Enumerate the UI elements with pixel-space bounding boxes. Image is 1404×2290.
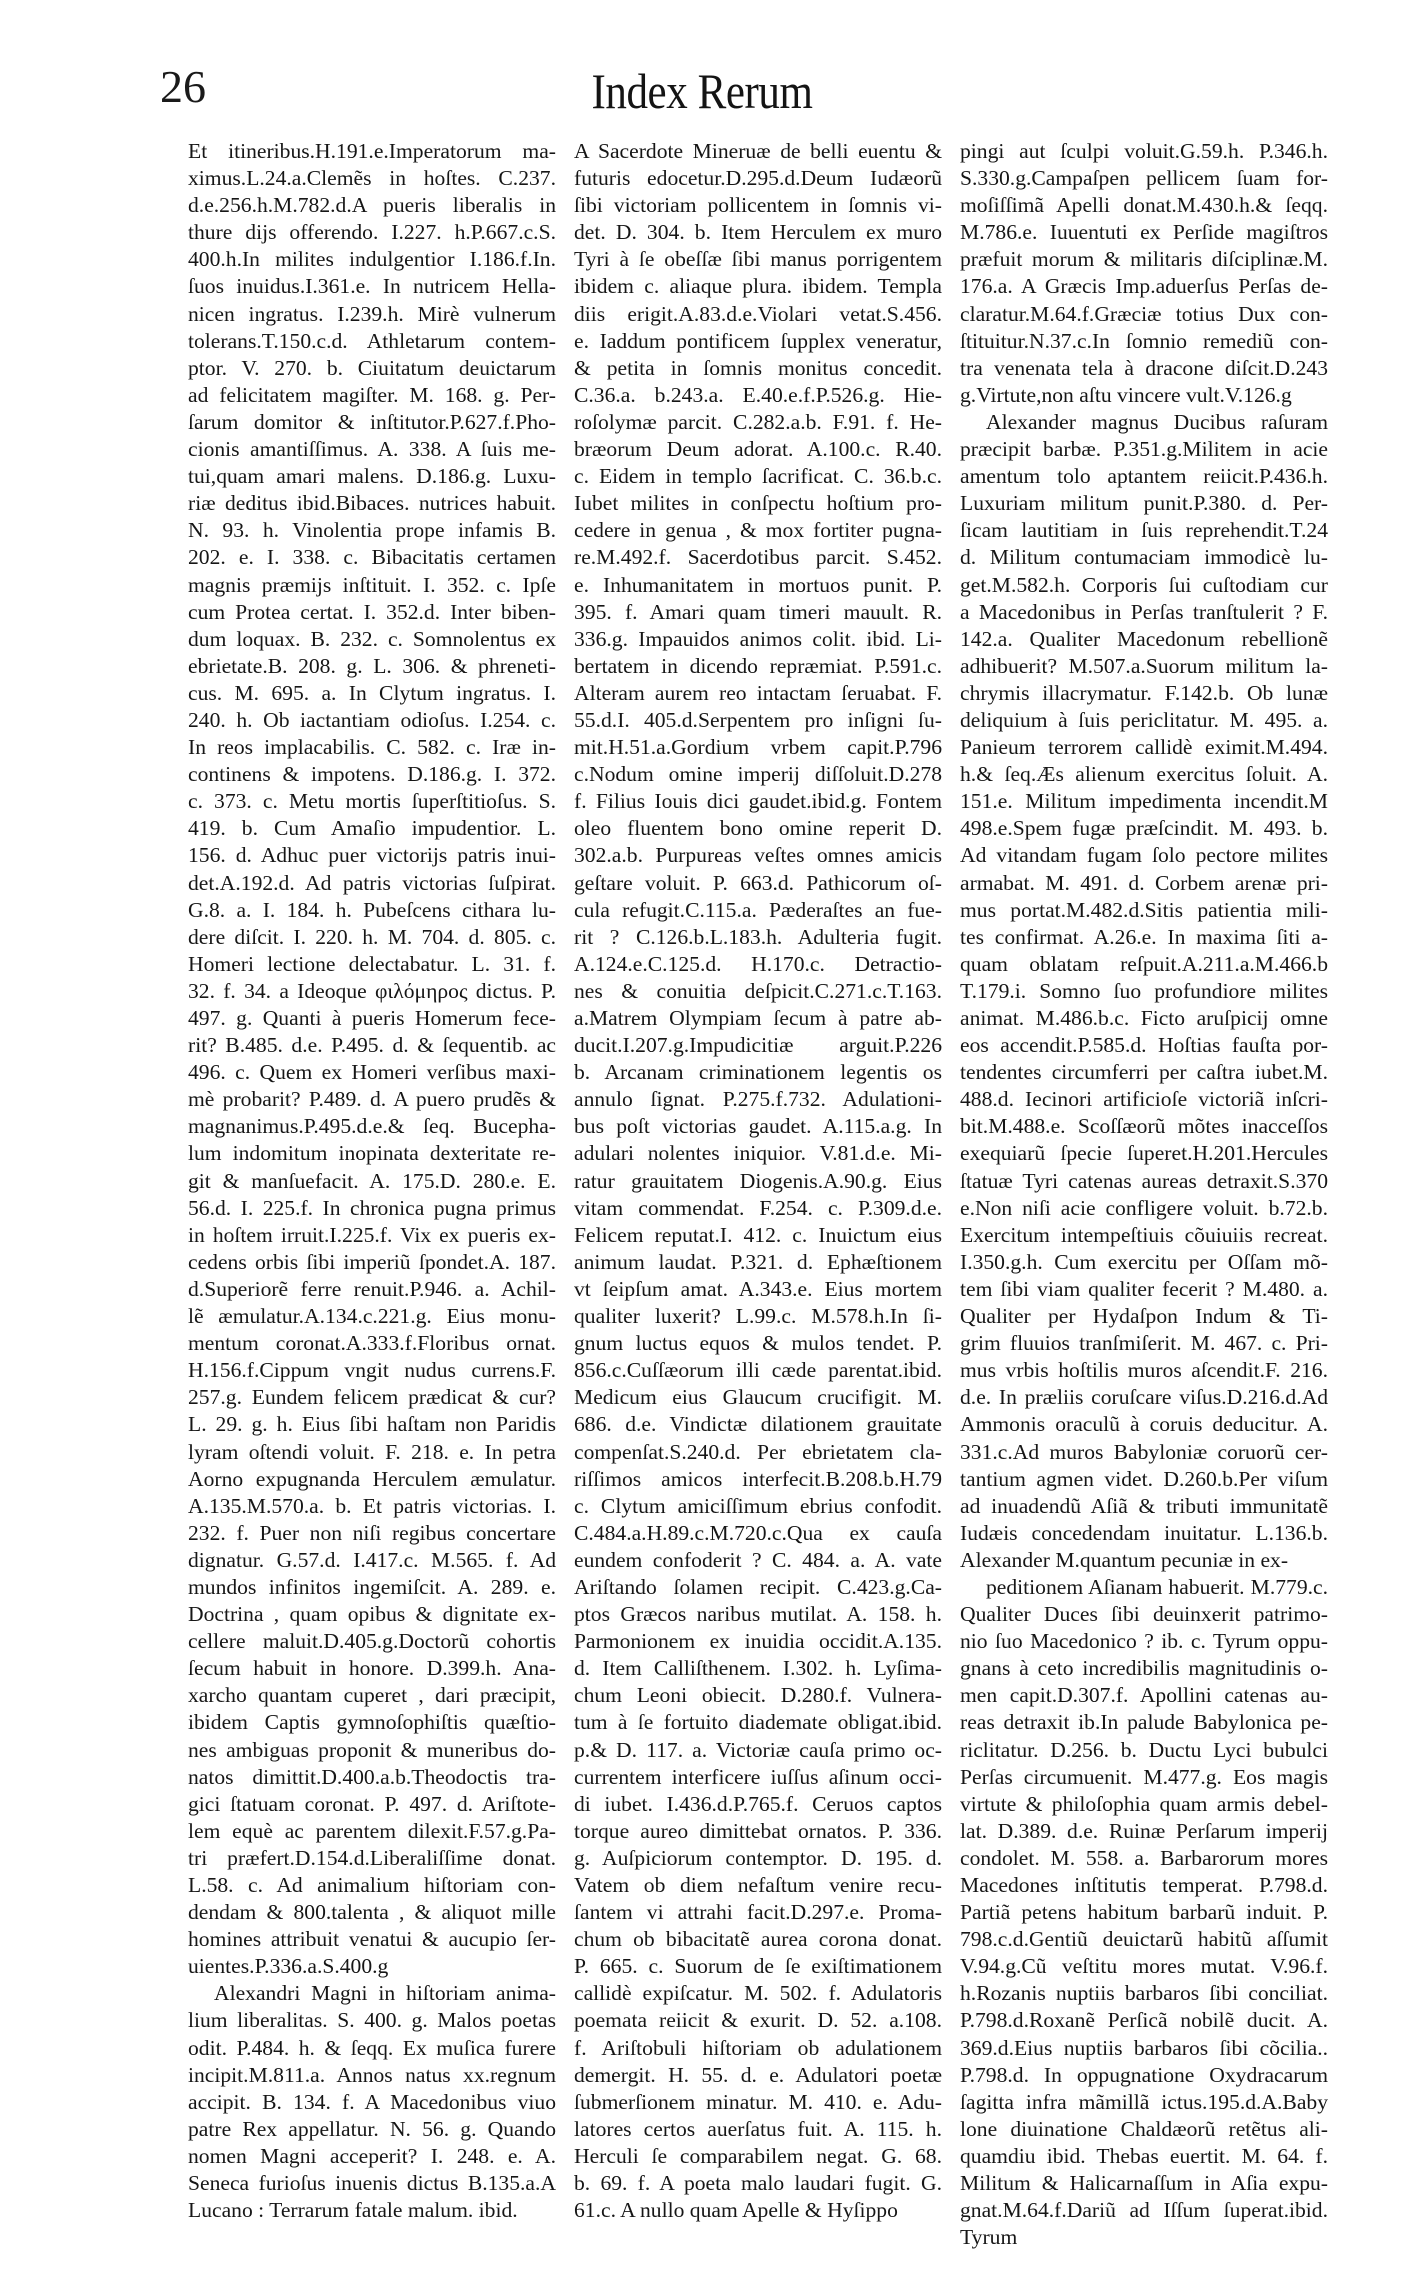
index-column-left [188,138,556,2251]
index-line: gnans à ceto incredibilis magnitudinis o- [960,1656,1328,1681]
index-line: C.36.a. b.243.a. E.40.e.f.P.526.g. Hie- [574,382,942,407]
index-line: mentum coronat.A.333.f.Floribus ornat. [188,1331,556,1356]
index-line: accipit. B. 134. f. A Macedonibus viuo [188,2089,556,2114]
index-line: rit? B.485. d.e. P.495. d. & ſequentib. ac [188,1033,556,1058]
index-line: & petita in ſomnis monitus concedit. [574,355,942,380]
index-line: N. 93. h. Vinolentia prope infamis B. [188,518,556,543]
index-line: incipit.M.811.a. Annos natus xx.regnum [188,2062,556,2087]
index-line: L. 29. g. h. Eius ſibi haſtam non Paridis [188,1412,556,1437]
index-line: 55.d.I. 405.d.Serpentem pro inſigni ſu- [574,707,942,732]
index-line: 257.g. Eundem felicem prædicat & cur? [188,1385,556,1410]
index-line: roſolymæ parcit. C.282.a.b. F.91. f. He- [574,409,942,434]
index-line: Homeri lectione delectabatur. L. 31. f. [188,951,556,976]
index-line: mè probarit? P.489. d. A puero prudẽs & [188,1087,556,1112]
index-line: nes ambiguas proponit & muneribus do- [188,1737,556,1762]
index-line: grim fluuios tranſmiſerit. M. 467. c. Pri- [960,1331,1328,1356]
index-line: M.786.e. Iuuentuti ex Perſide magiſtros [960,220,1328,245]
index-line: e.Non niſi acie confligere voluit. b.72.b. [960,1195,1328,1220]
index-line: reas detraxit ib.In palude Babylonica pe- [960,1710,1328,1735]
index-line: 498.e.Spem fugæ præſcindit. M. 493. b. [960,816,1328,841]
index-line: homines attribuit venatui & aucupio ſer- [188,1927,556,1952]
index-line: V.94.g.Cũ veſtitu mores mutat. V.96.f. [960,1954,1328,1979]
index-line: ptor. V. 270. b. Ciuitatum deuictarum [188,355,556,380]
index-line: poemata reiicit & exurit. D. 52. a.108. [574,2008,942,2033]
index-line: h.Rozanis nuptiis barbaros ſibi conciliat. [960,1981,1328,2006]
index-line: mundos infinitos ingemiſcit. A. 289. e. [188,1574,556,1599]
index-line: lum indomitum inopinata dexteritate re- [188,1141,556,1166]
index-line: f. Filius Iouis dici gaudet.ibid.g. Fontem [574,789,942,814]
index-line: rit ? C.126.b.L.183.h. Adulteria fugit. [574,924,942,949]
index-line: demergit. H. 55. d. e. Adulatori poetæ [574,2062,942,2087]
index-line: gici ſtatuam coronat. P. 497. d. Ariſtote- [188,1791,556,1816]
index-line: bit.M.488.e. Scoſſæorũ mõtes inacceſſos [960,1114,1328,1139]
index-line: Ammonis oraculũ à coruis deducitur. A. [960,1412,1328,1437]
index-line: claratur.M.64.f.Græciæ totius Dux con- [960,301,1328,326]
index-line: I.350.g.h. Cum exercitu per Oſſam mõ- [960,1249,1328,1274]
index-line: quamdiu ibid. Thebas euertit. M. 64. f. [960,2143,1328,2168]
index-line: Lucano : Terrarum fatale malum. ibid. [188,2198,518,2223]
index-line: geſtare voluit. P. 663.d. Pathicorum oſ- [574,870,942,895]
index-line: 202. e. I. 338. c. Bibacitatis certamen [188,545,556,570]
index-line: magnis præmijs inſtituit. I. 352. c. Ipſe [188,572,556,597]
index-line: ſtatuæ Tyri catenas aureas detraxit.S.370 [960,1168,1328,1193]
index-line: 686. d.e. Vindictæ dilationem grauitate [574,1412,942,1437]
index-line: futuris edocetur.D.295.d.Deum Iudæorũ [574,166,942,191]
index-line: ſicam lautitiam in ſuis reprehendit.T.24 [960,518,1328,543]
index-line: f. Ariſtobuli hiſtoriam ob adulationem [574,2035,942,2060]
index-line: ibidem c. aliaque plura. ibidem. Templa [574,274,942,299]
index-line: Felicem reputat.I. 412. c. Inuictum eius [574,1222,942,1247]
index-line: ad felicitatem magiſter. M. 168. g. Per- [188,382,556,407]
index-line: 32. f. 34. a Ideoque φιλόμηρος dictus. P. [188,978,556,1003]
index-line: Alexander magnus Ducibus raſuram [986,409,1328,434]
index-line: Iudæis concedendam inuitatur. L.136.b. [960,1520,1328,1545]
index-line: nicen ingratus. I.239.h. Mirè vulnerum [188,301,556,326]
index-line: tra venenata tela à dracone diſcit.D.243 [960,355,1328,380]
index-line: cus. M. 695. a. In Clytum ingratus. I. [188,680,556,705]
index-line: Luxuriam militum punit.P.380. d. Per- [960,491,1328,516]
index-line: riclitatur. D.256. b. Ductu Lyci bubulci [960,1737,1328,1762]
index-line: 232. f. Puer non niſi regibus concertare [188,1520,556,1545]
index-line: H.156.f.Cippum vngit nudus currens.F. [188,1358,556,1383]
index-line: cellere maluit.D.405.g.Doctorũ cohortis [188,1629,556,1654]
index-columns [188,138,1328,2251]
index-line: 156. d. Adhuc puer victorijs patris inui- [188,843,556,868]
index-line: tem ſibi viam qualiter fecerit ? M.480. a. [960,1276,1328,1301]
index-line: Exercitum intempeſtiuis cõuiuiis recreat. [960,1222,1328,1247]
index-line: uientes.P.336.a.S.400.g [188,1954,389,1979]
index-line: deliquium à ſuis periclitatur. M. 495. a. [960,707,1328,732]
index-line: ſagitta infra mãmillã ictus.195.d.A.Baby [960,2089,1328,2114]
index-line: h.& ſeq.Æs alienum exercitus ſoluit. A. [960,762,1328,787]
index-line: e. Iaddum pontificem ſupplex veneratur, [574,328,942,353]
index-line: Doctrina , quam opibus & dignitate ex- [188,1602,556,1627]
index-line: 856.c.Cuſſæorum illi cæde parentat.ibid. [574,1358,942,1383]
index-line: g.Virtute,non aſtu vincere vult.V.126.g [960,382,1292,407]
index-line: In reos implacabilis. C. 582. c. Iræ in- [188,735,556,760]
index-line: 336.g. Impauidos animos colit. ibid. Li- [574,626,942,651]
index-line: tes confirmat. A.26.e. In maxima ſiti a- [960,924,1328,949]
index-line: Ariſtando ſolamen recipit. C.423.g.Ca- [574,1574,942,1599]
running-title: Index Rerum [591,63,813,119]
index-line: get.M.582.h. Corporis ſui cuſtodiam cur [960,572,1328,597]
index-line: ebrietate.B. 208. g. L. 306. & phreneti- [188,653,556,678]
index-line: Macedones inſtitutis temperat. P.798.d. [960,1873,1328,1897]
index-line: ſibi victoriam pollicentem in ſomnis vi- [574,193,942,218]
index-line: g. Auſpiciorum contemptor. D. 195. d. [574,1845,942,1870]
index-line: ſecum habuit in honore. D.399.h. Ana- [188,1656,556,1681]
index-line: cedens orbis ſibi imperiũ ſpondet.A. 187. [188,1249,556,1274]
index-line: 496. c. Quem ex Homeri verſibus maxi- [188,1060,556,1085]
index-line: b. 69. f. A poeta malo laudari fugit. G. [574,2171,942,2196]
index-line: animat. M.486.b.c. Ficto aruſpicij omne [960,1006,1328,1030]
index-line: bræorum Deum adorat. A.100.c. R.40. [574,437,942,462]
index-line: dendam & 800.talenta , & aliquot mille [188,1900,556,1925]
index-line: nomen Magni acceperit? I. 248. e. A. [188,2143,556,2168]
index-line: armabat. M. 491. d. Corbem arenæ pri- [960,870,1328,895]
index-line: A Sacerdote Mineruæ de belli euentu & [574,139,942,163]
index-line: vt ſeipſum amat. A.343.e. Eius mortem [574,1276,942,1301]
index-line: re.M.492.f. Sacerdotibus parcit. S.452. [574,545,942,570]
index-line: dere diſcit. I. 220. h. M. 704. d. 805. c. [188,924,556,949]
index-line: Qualiter per Hydaſpon Indum & Ti- [960,1304,1328,1329]
index-line: lem equè ac parentem dilexit.F.57.g.Pa- [188,1818,556,1843]
index-line: 798.c.d.Gentiũ deuictarũ habitũ aſſumit [960,1927,1328,1952]
index-line: ratur grauitatem Diogenis.A.90.g. Eius [574,1168,942,1193]
index-line: c. 373. c. Metu mortis ſuperſtitioſus. S. [188,789,556,814]
index-line: nio ſuo Macedonico ? ib. c. Tyrum oppu- [960,1629,1328,1654]
index-line: Alteram aurem reo intactam ſeruabat. F. [574,680,942,705]
index-line: condolet. M. 558. a. Barbarorum mores [960,1845,1328,1870]
index-line: xarcho quantam cuperet , dari præcipit, [188,1683,556,1708]
index-line: cum Protea certat. I. 352.d. Inter biben- [188,599,556,624]
index-line: præcipit barbæ. P.351.g.Militem in acie [960,437,1328,462]
index-line: S.330.g.Campaſpen pellicem ſuam for- [960,166,1328,191]
index-line: Qualiter Duces ſibi deuinxerit patrimo- [960,1602,1328,1627]
index-line: cionis amantiſſimus. A. 338. A ſuis me- [188,437,556,462]
index-line: P.798.d. In oppugnatione Oxydracarum [960,2062,1328,2087]
index-line: d.Superiorẽ ferre renuit.P.946. a. Achil- [188,1276,556,1301]
index-line: 395. f. Amari quam timeri mauult. R. [574,599,942,624]
index-line: eos accendit.P.585.d. Hoſtias fauſta por- [960,1033,1328,1058]
index-line: gnum luctus equos & mulos tendet. P. [574,1331,942,1356]
index-line: Alexandri Magni in hiſtoriam anima- [214,1981,556,2006]
index-line: A.135.M.570.a. b. Et patris victorias. I. [188,1493,556,1518]
index-line: Partiã petens habitum barbarũ induit. P. [960,1900,1328,1925]
index-line: eundem confoderit ? C. 484. a. A. vate [574,1547,942,1572]
index-line: 497. g. Quanti à pueris Homerum fece- [188,1006,556,1030]
index-line: chum Leoni obiecit. D.280.f. Vulnera- [574,1683,942,1708]
index-line: præfuit morum & militaris diſciplinæ.M. [960,247,1328,272]
index-line: latores certos auerſatus fuit. A. 115. h. [574,2116,942,2141]
index-line: det.A.192.d. Ad patris victorias ſuſpirat. [188,870,556,895]
index-line: pingi aut ſculpi voluit.G.59.h. P.346.h. [960,139,1328,163]
index-line: Tyri à ſe obeſſæ ſibi manus porrigentem [574,247,942,272]
index-line: cedere in genua , & mox fortiter pugna- [574,518,942,543]
index-line: T.179.i. Somno ſuo profundiore milites [960,978,1328,1003]
index-line: annulo ſignat. P.275.f.732. Adulationi- [574,1087,942,1112]
index-line: exequiarũ ſpecie ſuperet.H.201.Hercules [960,1141,1328,1166]
index-line: Tyrum [960,2225,1018,2250]
index-line: Militum & Halicarnaſſum in Aſia expu- [960,2171,1328,2196]
index-line: dum loquax. B. 232. c. Somnolentus ex [188,626,556,651]
index-line: bus poſt victorias gaudet. A.115.a.g. In [574,1114,942,1139]
index-line: c. Eidem in templo ſacrificat. C. 36.b.c. [574,464,942,489]
index-line: continens & impotens. D.186.g. I. 372. [188,762,556,787]
index-line: amentum tolo aptantem reiicit.P.436.h. [960,464,1328,489]
index-line: patre Rex appellatur. N. 56. g. Quando [188,2116,556,2141]
index-line: thure dijs offerendo. I.227. h.P.667.c.S. [188,220,556,245]
index-line: Perſas circumuenit. M.477.g. Eos magis [960,1764,1328,1789]
index-line: c. Clytum amiciſſimum ebrius confodit. [574,1493,942,1518]
index-line: L.58. c. Ad animalium hiſtoriam con- [188,1873,556,1897]
index-line: ſantem vi attrahi facit.D.297.e. Proma- [574,1900,942,1925]
index-line: C.484.a.H.89.c.M.720.c.Qua ex cauſa [574,1520,942,1545]
index-line: Alexander M.quantum pecuniæ in ex- [960,1547,1289,1572]
index-line: Panieum terrorem callidè eximit.M.494. [960,735,1328,760]
index-line: moſiſſimã Apelli donat.M.430.h.& ſeqq. [960,193,1328,218]
index-column-middle [574,138,942,2251]
index-line: d. Item Calliſthenem. I.302. h. Lyſima- [574,1656,942,1681]
index-line: adulari nolentes iniquior. V.81.d.e. Mi- [574,1141,942,1166]
index-line: peditionem Aſianam habuerit. M.779.c. [986,1574,1328,1599]
index-line: lat. D.389. d.e. Ruinæ Perſarum imperij [960,1818,1328,1843]
index-line: mit.H.51.a.Gordium vrbem capit.P.796 [574,735,942,760]
index-line: Parmonionem ex inuidia occidit.A.135. [574,1629,942,1654]
index-line: 176.a. A Græcis Imp.aduerſus Perſas de- [960,274,1328,299]
index-line: 56.d. I. 225.f. In chronica pugna primus [188,1195,556,1220]
index-line: P.798.d.Roxanẽ Perſicã nobilẽ ducit. A. [960,2008,1328,2033]
index-column-right [960,138,1328,2251]
index-line: di iubet. I.436.d.P.765.f. Ceruos captos [574,1791,942,1816]
index-line: vitam commendat. F.254. c. P.309.d.e. [574,1195,942,1220]
index-line: in hoſtem irruit.I.225.f. Vix ex pueris ex- [188,1222,556,1247]
index-line: 151.e. Militum impedimenta incendit.M [960,789,1328,814]
index-line: d.e. In præliis coruſcare viſus.D.216.d.Ad [960,1385,1328,1410]
index-line: magnanimus.P.495.d.e.& ſeq. Bucepha- [188,1114,556,1139]
index-line: tolerans.T.150.c.d. Athletarum contem- [188,328,556,353]
index-line: Herculi ſe comparabilem negat. G. 68. [574,2143,942,2168]
index-line: riæ deditus ibid.Bibaces. nutrices habuit. [188,491,556,516]
index-line: Ad vitandam fugam ſolo pectore milites [960,843,1328,868]
index-line: lone diuinatione Chaldæorũ retẽtus ali- [960,2116,1328,2141]
index-line: qualiter luxerit? L.99.c. M.578.h.In ſi- [574,1304,942,1329]
index-line: d. Militum contumaciam immodicè lu- [960,545,1328,570]
index-line: ducit.I.207.g.Impudicitiæ arguit.P.226 [574,1033,942,1058]
index-line: tendentes circumferri per caſtra iubet.M. [960,1060,1328,1085]
index-line: compenſat.S.240.d. Per ebrietatem cla- [574,1439,942,1464]
index-line: Vatem ob diem nefaſtum venire recu- [574,1873,942,1897]
index-line: b. Arcanam criminationem legentis os [574,1060,942,1085]
index-line: riſſimos amicos interfecit.B.208.b.H.79 [574,1466,942,1491]
index-line: 369.d.Eius nuptiis barbaros ſibi cõcilia.. [960,2035,1328,2060]
index-line: tui,quam amari malens. D.186.g. Luxu- [188,464,556,489]
index-line: Iubet milites in conſpectu hoſtium pro- [574,491,942,516]
index-line: 61.c. A nullo quam Apelle & Hyſippo [574,2198,898,2223]
index-line: odit. P.484. h. & ſeqq. Ex muſica furere [188,2035,556,2060]
index-line: Medicum eius Glaucum crucifigit. M. [574,1385,942,1410]
index-line: ſarum domitor & inſtitutor.P.627.f.Pho- [188,409,556,434]
index-line: gnat.M.64.f.Dariũ ad Iſſum ſuperat.ibid. [960,2198,1328,2223]
index-line: a.Matrem Olympiam ſecum à patre ab- [574,1006,942,1030]
index-line: git & manſuefacit. A. 175.D. 280.e. E. [188,1168,556,1193]
index-line: d.e.256.h.M.782.d.A pueris liberalis in [188,193,556,218]
index-line: c.Nodum omine imperij diſſoluit.D.278 [574,762,942,787]
index-line: chrymis illacrymatur. F.142.b. Ob lunæ [960,680,1328,705]
index-line: ſuos inuidus.I.361.e. In nutricem Hella- [188,274,556,299]
index-line: tantium agmen videt. D.260.b.Per viſum [960,1466,1328,1491]
index-line: ptos Græcos naribus mutilat. A. 158. h. [574,1602,942,1627]
index-line: diis erigit.A.83.d.e.Violari vetat.S.456. [574,301,942,326]
index-line: oleo fluentem bono omine reperit D. [574,816,942,841]
index-line: cula refugit.C.115.a. Pæderaſtes an fue- [574,897,942,922]
index-line: lẽ æmulatur.A.134.c.221.g. Eius monu- [188,1304,556,1329]
index-line: 331.c.Ad muros Babyloniæ coruorũ cer- [960,1439,1328,1464]
index-line: G.8. a. I. 184. h. Pubeſcens cithara lu- [188,897,556,922]
index-line: a Macedonibus in Perſas tranſtulerit ? F. [960,599,1328,624]
index-line: mus vrbis hoſtilis muros aſcendit.F. 216. [960,1358,1328,1383]
index-line: ximus.L.24.a.Clemẽs in hoſtes. C.237. [188,166,556,191]
index-line: Et itineribus.H.191.e.Imperatorum ma- [188,139,556,163]
index-line: nes & conuitia deſpicit.C.271.c.T.163. [574,978,942,1003]
index-line: ſtituitur.N.37.c.In ſomnio remediũ con- [960,328,1328,353]
index-line: bertatem in dicendo repræmiat. P.591.c. [574,653,942,678]
index-line: e. Inhumanitatem in mortuos punit. P. [574,572,942,597]
index-line: 419. b. Cum Amaſio impudentior. L. [188,816,556,841]
index-line: dignatur. G.57.d. I.417.c. M.565. f. Ad [188,1547,556,1572]
index-line: Seneca furioſus inuenis dictus B.135.a.A [188,2171,556,2196]
index-line: tum à ſe fortuito diademate obligat.ibid. [574,1710,942,1735]
index-line: adhibuerit? M.507.a.Suorum militum la- [960,653,1328,678]
index-line: men capit.D.307.f. Apollini catenas au- [960,1683,1328,1708]
index-line: quam oblatam reſpuit.A.211.a.M.466.b [960,951,1328,976]
index-line: mus portat.M.482.d.Sitis patientia mili- [960,897,1328,922]
index-line: lyram oſtendi voluit. F. 218. e. In petra [188,1439,556,1464]
index-line: ſubmerſionem minatur. M. 410. e. Adu- [574,2089,942,2114]
index-line: animum laudat. P.321. d. Ephæſtionem [574,1249,942,1274]
index-line: P. 665. c. Suorum de ſe exiſtimationem [574,1954,942,1979]
index-line: 302.a.b. Purpureas veſtes omnes amicis [574,843,942,868]
index-line: p.& D. 117. a. Victoriæ cauſa primo oc- [574,1737,942,1762]
index-line: natos dimittit.D.400.a.b.Theodoctis tra- [188,1764,556,1789]
index-line: virtute & philoſophia quam armis debel- [960,1791,1328,1816]
index-line: tri præfert.D.154.d.Liberaliſſime donat. [188,1845,556,1870]
index-line: callidè expiſcatur. M. 502. f. Adulatoris [574,1981,942,2006]
index-line: chum ob bibacitatẽ aurea corona donat. [574,1927,942,1952]
index-line: 240. h. Ob iactantiam odioſus. I.254. c. [188,707,556,732]
index-line: currentem interficere iuſſus aſinum occi- [574,1764,942,1789]
index-line: 142.a. Qualiter Macedonum rebellionẽ [960,626,1328,651]
index-line: ad inuadendũ Aſiã & tributi immunitatẽ [960,1493,1328,1518]
page-number: 26 [160,61,206,112]
index-line: 488.d. Iecinori artificioſe victoriã inſcri- [960,1087,1328,1112]
index-line: det. D. 304. b. Item Herculem ex muro [574,220,942,245]
index-line: ibidem Captis gymnoſophiſtis quæſtio- [188,1710,556,1735]
index-line: lium liberalitas. S. 400. g. Malos poetas [188,2008,556,2033]
index-line: torque aureo dimittebat ornatos. P. 336. [574,1818,942,1843]
index-line: A.124.e.C.125.d. H.170.c. Detractio- [574,951,942,976]
index-line: Aorno expugnanda Herculem æmulatur. [188,1466,556,1491]
index-line: 400.h.In milites indulgentior I.186.f.In. [188,247,556,272]
